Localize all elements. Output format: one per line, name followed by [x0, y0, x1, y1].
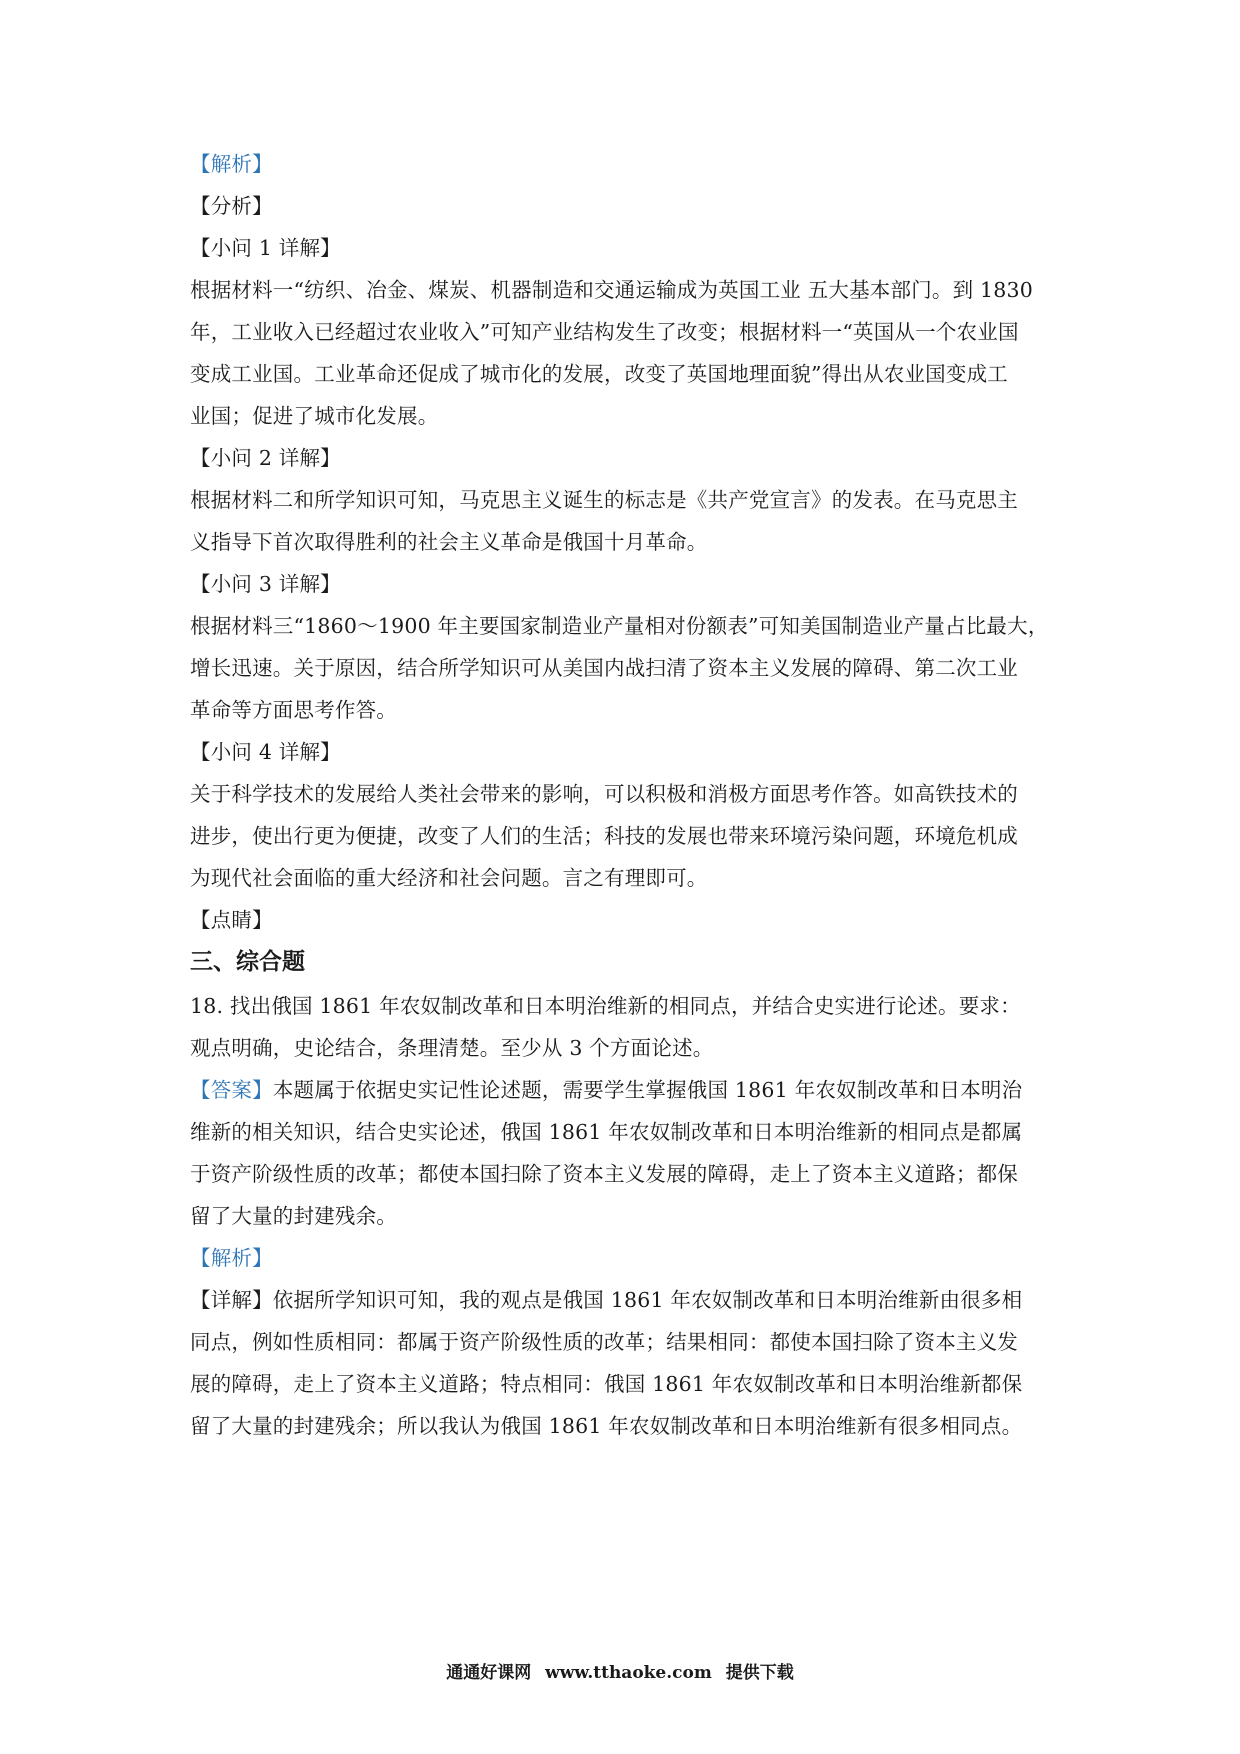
detail-line-1: 【详解】依据所学知识可知，我的观点是俄国 1861 年农奴制改革和日本明治维新由很多相 — [190, 1288, 1023, 1312]
question-line-2: 观点明确，史论结合，条理清楚。至少从 3 个方面论述。 — [190, 1036, 714, 1060]
answer-line-1 — [190, 1074, 1060, 1106]
detail-line-2: 同点，例如性质相同：都属于资产阶级性质的改革；结果相同：都使本国扫除了资本主义发 — [190, 1330, 1018, 1354]
answer-tag: 【答案】 — [190, 1078, 273, 1102]
footer-url: www.tthaoke.com — [545, 1663, 712, 1683]
q4-line-2: 进步，使出行更为便捷，改变了人们的生活；科技的发展也带来环境污染问题，环境危机成 — [190, 824, 1018, 848]
q2-line-1: 根据材料二和所学知识可知，马克思主义诞生的标志是《共产党宣言》的发表。在马克思主 — [190, 488, 1018, 512]
footer-note: 提供下载 — [725, 1663, 794, 1683]
detail-line-4: 留了大量的封建残余；所以我认为俄国 1861 年农奴制改革和日本明治维新有很多相同点。 — [190, 1414, 1023, 1438]
q1-line-3: 变成工业国。工业革命还促成了城市化的发展，改变了英国地理面貌”得出从农业国变成工 — [190, 362, 1008, 386]
answer-line-3: 于资产阶级性质的改革；都使本国扫除了资本主义发展的障碍，走上了资本主义道路；都保 — [190, 1162, 1018, 1186]
q4-line-1: 关于科学技术的发展给人类社会带来的影响，可以积极和消极方面思考作答。如高铁技术的 — [190, 782, 1018, 806]
q3-heading: 【小问 3 详解】 — [190, 572, 341, 596]
answer-line-4: 留了大量的封建残余。 — [190, 1204, 397, 1228]
analysis-heading-2: 【解析】 — [190, 1246, 273, 1270]
page-footer — [0, 1660, 1240, 1686]
comment-heading: 【点睛】 — [190, 908, 273, 932]
answer-text: 本题属于依据史实记性论述题，需要学生掌握俄国 1861 年农奴制改革和日本明治 — [272, 1078, 1023, 1102]
q3-line-1: 根据材料三“1860～1900 年主要国家制造业产量相对份额表”可知美国制造业产量占比最大， — [190, 614, 1049, 638]
q4-heading: 【小问 4 详解】 — [190, 740, 341, 764]
answer-line-2: 维新的相关知识，结合史实论述，俄国 1861 年农奴制改革和日本明治维新的相同点是都属 — [190, 1120, 1023, 1144]
q1-line-2: 年，工业收入已经超过农业收入”可知产业结构发生了改变；根据材料一“英国从一个农业国 — [190, 320, 1019, 344]
analysis-heading: 【解析】 — [190, 152, 273, 176]
question-line-1: 18. 找出俄国 1861 年农奴制改革和日本明治维新的相同点，并结合史实进行论述。要求： — [190, 994, 1021, 1018]
q1-heading: 【小问 1 详解】 — [190, 236, 341, 260]
q4-line-3: 为现代社会面临的重大经济和社会问题。言之有理即可。 — [190, 866, 708, 890]
section-title: 三、综合题 — [190, 949, 305, 975]
q3-line-3: 革命等方面思考作答。 — [190, 698, 397, 722]
analysis-subheading: 【分析】 — [190, 194, 273, 218]
q3-line-2: 增长迅速。关于原因，结合所学知识可从美国内战扫清了资本主义发展的障碍、第二次工业 — [190, 656, 1018, 680]
q1-line-4: 业国；促进了城市化发展。 — [190, 404, 439, 428]
q1-line-1: 根据材料一“纺织、冶金、煤炭、机器制造和交通运输成为英国工业 五大基本部门。到 1830 — [190, 278, 1033, 302]
footer-site-name: 通通好课网 — [446, 1663, 532, 1683]
q2-line-2: 义指导下首次取得胜利的社会主义革命是俄国十月革命。 — [190, 530, 708, 554]
q2-heading: 【小问 2 详解】 — [190, 446, 341, 470]
detail-line-3: 展的障碍，走上了资本主义道路；特点相同：俄国 1861 年农奴制改革和日本明治维新都保 — [190, 1372, 1023, 1396]
